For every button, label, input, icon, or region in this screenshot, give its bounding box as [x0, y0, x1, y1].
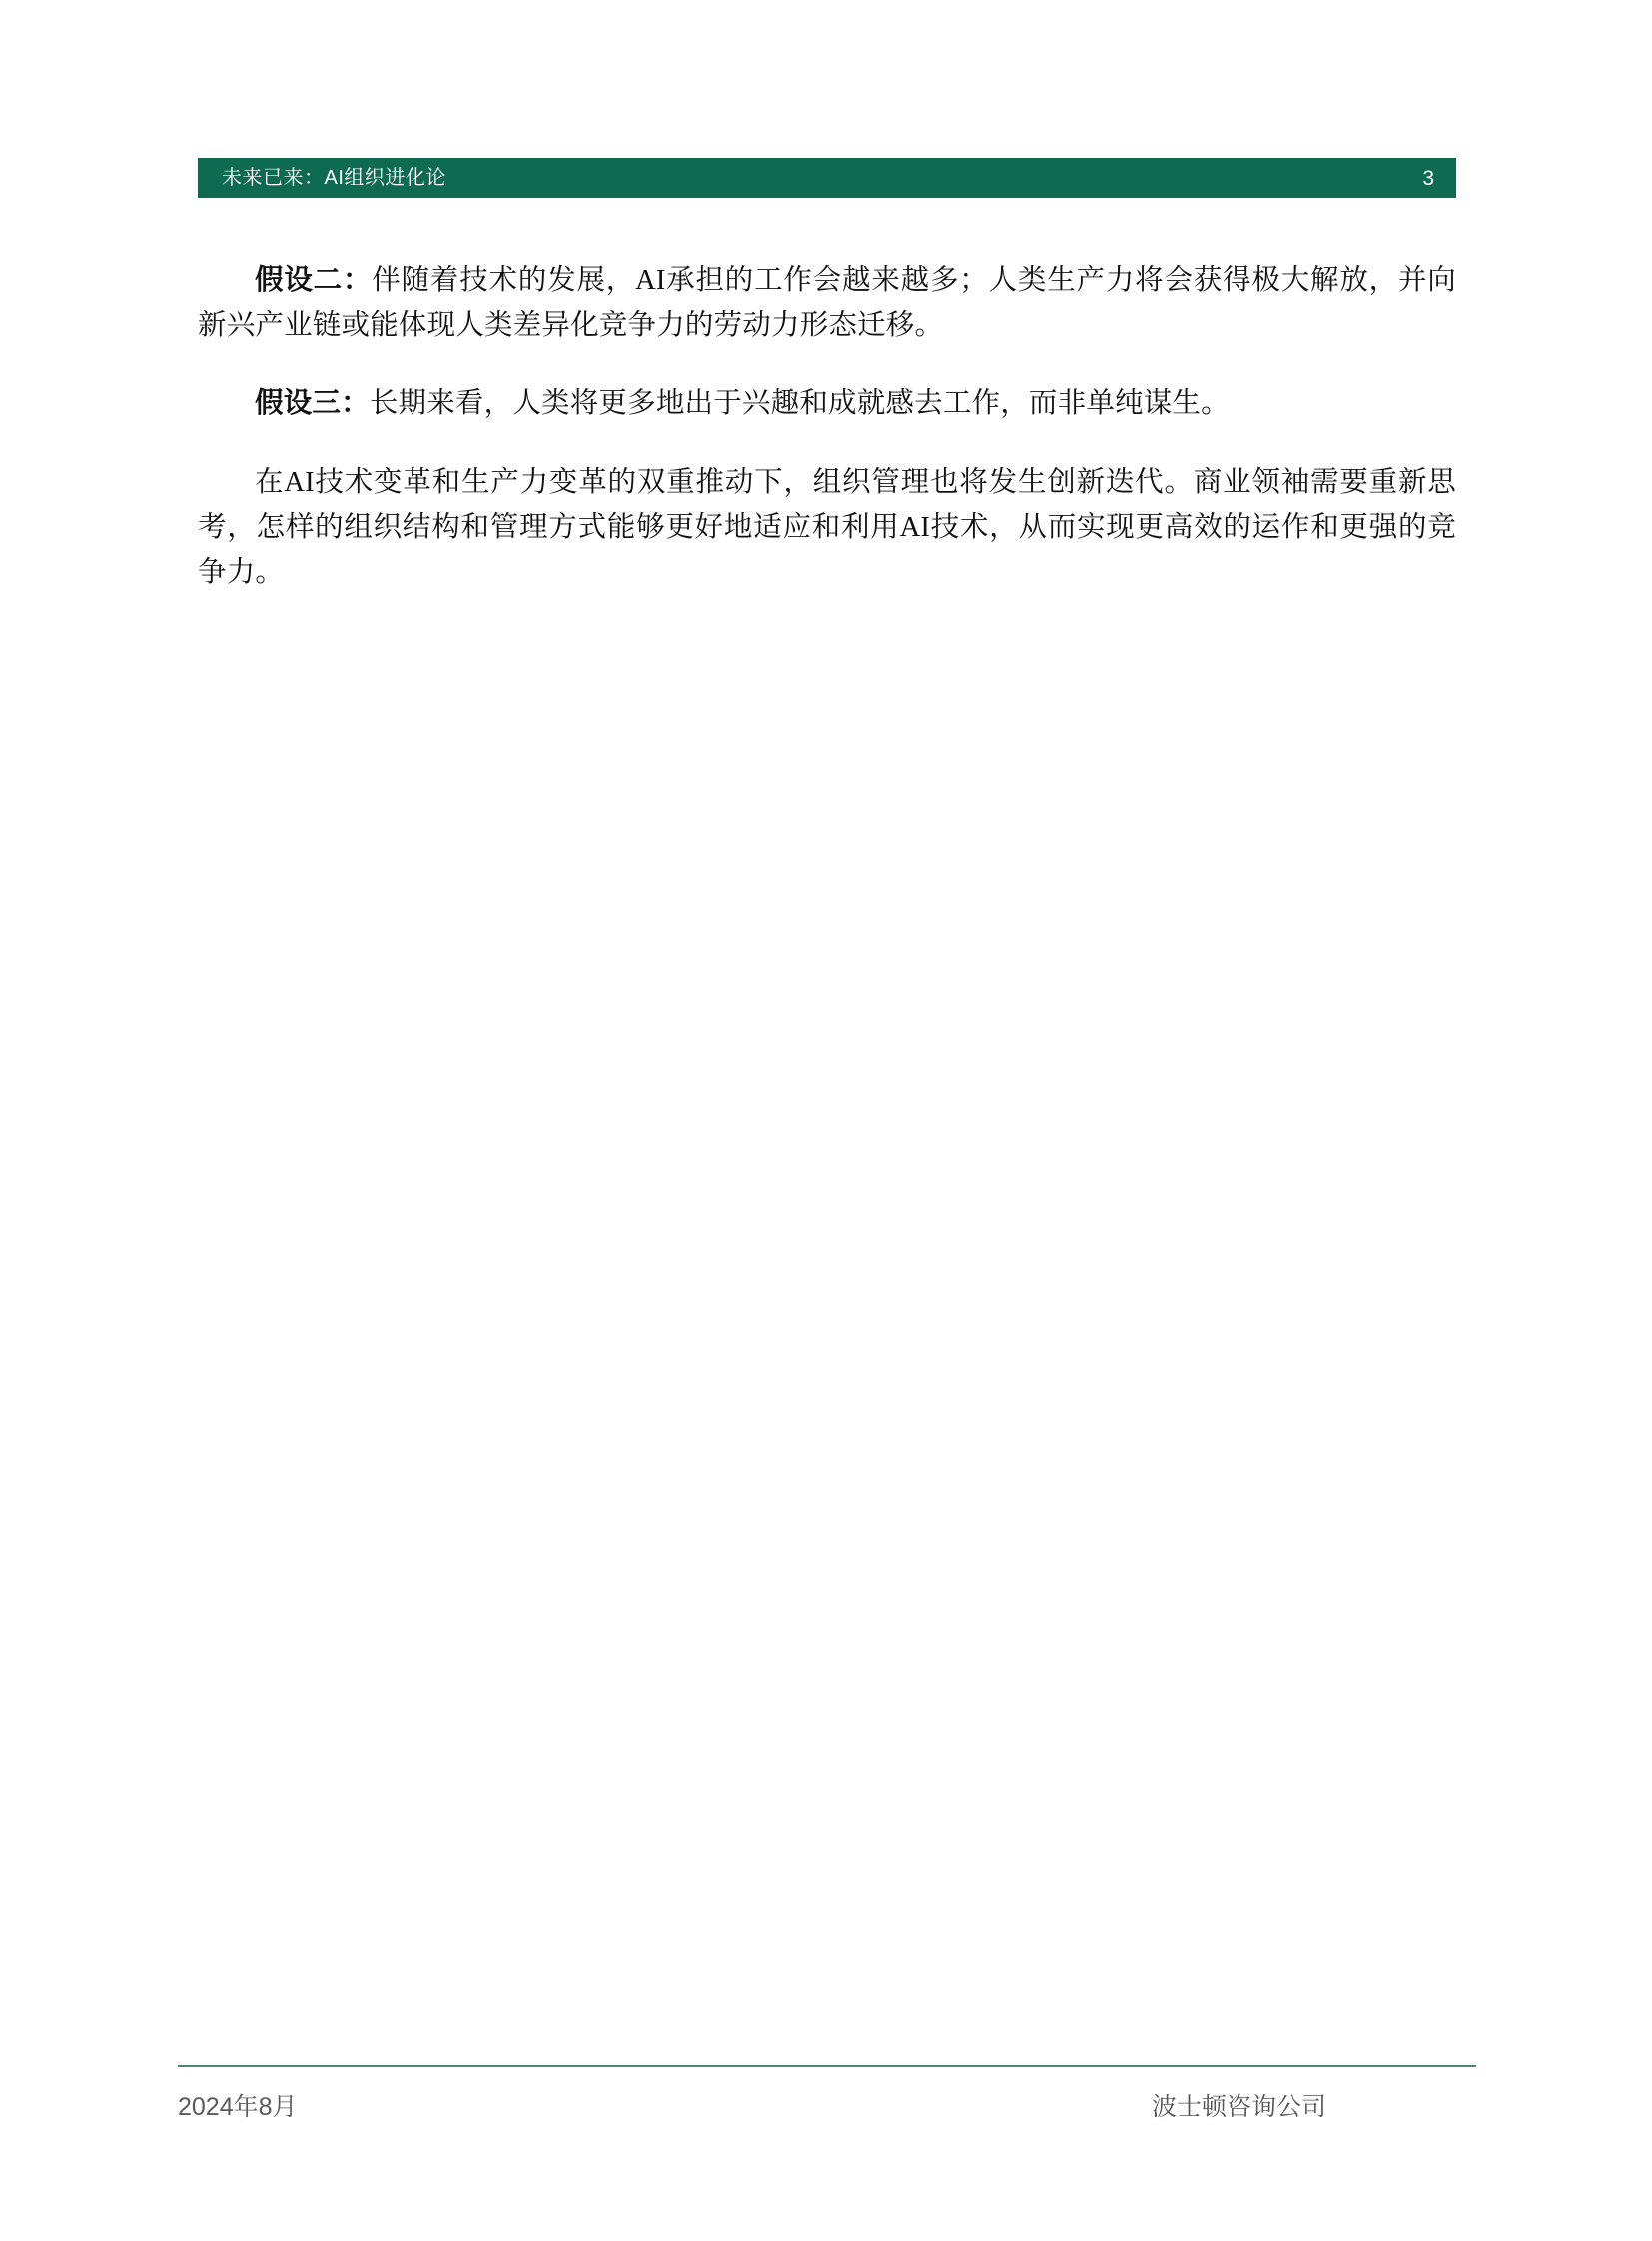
- paragraph-text: 在AI技术变革和生产力变革的双重推动下，组织管理也将发生创新迭代。商业领袖需要重新思考，怎样的组织结构和管理方式能够更好地适应和利用AI技术，从而实现更高效的运作和更强的竞争力。: [198, 467, 1456, 589]
- footer-date: 2024年8月: [178, 2093, 298, 2121]
- page-header-band: [198, 158, 1456, 198]
- paragraph-assumption-two: [198, 258, 1456, 348]
- paragraph-conclusion: [198, 460, 1456, 595]
- paragraph-lead-label: 假设三：: [255, 388, 370, 420]
- footer-divider: [178, 2065, 1476, 2067]
- page-footer: [178, 2087, 1476, 2123]
- page-content: [198, 258, 1456, 595]
- paragraph-assumption-three: [198, 381, 1456, 426]
- paragraph-text: 长期来看，人类将更多地出于兴趣和成就感去工作，而非单纯谋生。: [369, 388, 1230, 420]
- paragraph-lead-label: 假设二：: [255, 265, 373, 296]
- footer-organization: 波士顿咨询公司: [1151, 2093, 1326, 2121]
- paragraph-text: 伴随着技术的发展，AI承担的工作会越来越多；人类生产力将会获得极大解放，并向新兴产业链或能体现人类差异化竞争力的劳动力形态迁移。: [198, 265, 1456, 342]
- header-page-number: 3: [1422, 166, 1434, 190]
- header-title: 未来已来：AI组织进化论: [222, 167, 446, 189]
